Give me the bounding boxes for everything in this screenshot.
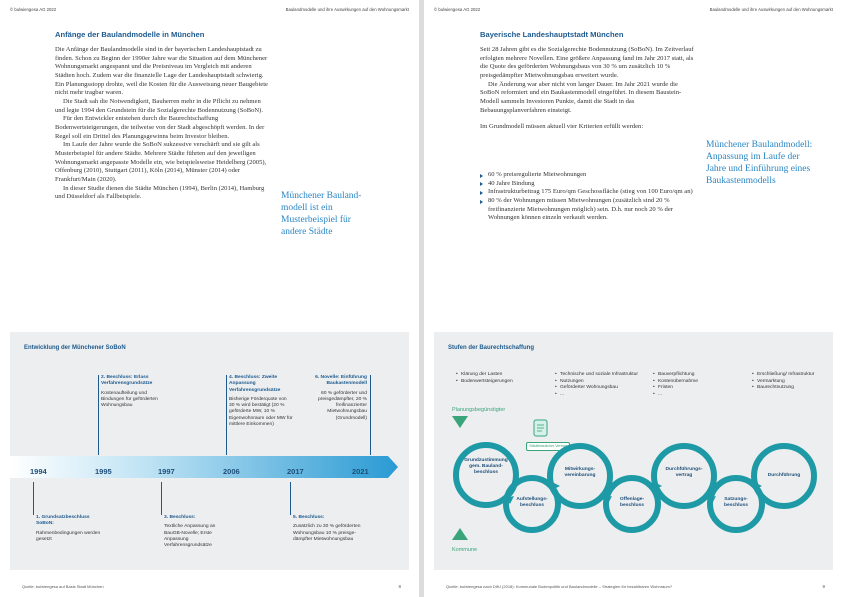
timeline-event	[101, 375, 163, 409]
source-note: Quelle: bulwiengesa auf Basis Stadt München	[22, 584, 104, 589]
stages-box	[434, 332, 833, 570]
box-title: Stufen der Baurechtschaffung	[448, 345, 535, 351]
event-title: 2. Beschluss: Erlass Verfahrensgrundsätze	[101, 375, 153, 387]
paragraph: Für den Entwickler entstehen durch die Baurechtschaffung Bodenwertsteigerungen, die teilweise von der Stadt abgeschöpft werden. In der Regel soll ein Drittel des Planungsgewinns beim Investor bleiben.	[55, 115, 265, 140]
year-label: 2017	[287, 467, 304, 476]
page-number: 8	[398, 584, 401, 589]
source-note: Quelle: bulwiengesa nach DIfU (2018): Kommunale Bodenpolitik und Baulandmodelle – Strategien für bezahlbaren Wohnraum?	[446, 584, 673, 589]
process-step: Durchführung	[767, 473, 801, 478]
list-item: • Fristen	[653, 385, 733, 392]
connector-line	[290, 482, 291, 515]
paragraph: Die Änderung war aber nicht von langer Dauer. Im Jahr 2021 wurde die SoBoN reformiert und ein Baukastenmodell eingeführt. In diesem Baustein-Modell sammeln Investoren Punkte, damit die Stadt in das Bebauungsplanverfahren einsteigt.	[480, 80, 682, 114]
process-step: Grundzustimmung gem. Baulandbeschluss	[464, 458, 508, 476]
list-item: • Bodenwertsteigerungen	[456, 379, 546, 386]
section-heading: Anfänge der Baulandmodelle in München	[55, 30, 205, 39]
stage-list	[456, 372, 546, 385]
event-title: 3. Beschluss:	[164, 515, 196, 520]
year-label: 1995	[95, 467, 112, 476]
process-step: Mitwirkungsvereinbarung	[564, 467, 596, 479]
section-heading: Bayerische Landeshauptstadt München	[480, 30, 624, 39]
event-title: 6. Novelle: Einführung Baukastenmodell	[315, 375, 367, 387]
criteria-list	[480, 171, 698, 223]
list-item: • Geförderter Wohnungsbau	[555, 385, 643, 392]
contract-label: Städtebaulicher Vertrag	[526, 442, 570, 451]
timeline-event	[303, 375, 367, 422]
pull-quote: Münchener Baulandmodell ist ein Musterbeispiel für andere Städte	[281, 191, 362, 237]
process-step: Offenlagebeschluss	[619, 497, 645, 509]
paragraph: Seit 28 Jahren gibt es die Sozialgerechte Bodennutzung (SoBoN). Im Zeitverlauf erfolgten mehrere Novellen. Eine größere Anpassung fand im Jahr 2017 statt, als die Quote des geförderten Wohnungsbaus von 30 % um zusätzlich 10 % preisgedämpfter Mietwohnungsbau erweitert wurde.	[480, 46, 694, 79]
process-step: Durchführungsvertrag	[665, 467, 703, 479]
year-label: 2021	[352, 467, 369, 476]
running-header: Baulandmodelle und ihre Auswirkungen auf den Wohnungsmarkt	[709, 7, 833, 12]
down-triangle-icon	[452, 416, 470, 430]
year-label: 1994	[30, 467, 47, 476]
running-header: Baulandmodelle und ihre Auswirkungen auf den Wohnungsmarkt	[285, 7, 409, 12]
connector-line	[98, 375, 99, 455]
timeline-event	[36, 515, 104, 543]
event-title: 4. Beschluss: Zweite Anpassung Verfahrensgrundsätze	[229, 375, 281, 393]
list-item: • Klärung der Lasten	[456, 372, 546, 379]
process-step: Satzungsbeschluss	[724, 497, 748, 509]
year-label: 2006	[223, 467, 240, 476]
timeline-box	[10, 332, 409, 570]
event-title: 1. Grundsatzbeschluss SoBoN:	[36, 515, 90, 527]
body-text	[55, 46, 270, 202]
list-item: • Technische und soziale Infrastruktur	[555, 372, 643, 379]
page-number: 9	[822, 584, 825, 589]
stage-list	[653, 372, 733, 398]
page-left	[0, 0, 419, 597]
timeline-arrow	[10, 452, 409, 482]
list-item: • Nutzungen	[555, 379, 643, 386]
connector-line	[226, 375, 227, 455]
process-chain	[434, 432, 833, 542]
paragraph: Die Stadt sah die Notwendigkeit, Bauherren mehr in die Pflicht zu nehmen und legte 1994 den Grundstein für die Sozialgerechte Bodennutzung (SoBoN).	[55, 97, 264, 114]
stage-list	[752, 372, 822, 392]
list-item: • ...	[555, 392, 643, 399]
body-text	[480, 46, 698, 132]
municipality-label: Kommune	[452, 547, 478, 553]
connector-line	[33, 482, 34, 515]
paragraph: Die Anfänge der Baulandmodelle sind in der bayerischen Landeshauptstadt zu finden. Schon zu Beginn der 1990er Jahre war die Situation auf dem Münchener Wohnungsmarkt angespannt und die Preisniveau im Vergleich mit anderen Städten hoch. Zudem war die finanzielle Lage der Landeshauptstadt schwierig. Ein Planungsstopp drohte, weil die Kosten für die Ausweisung neuer Baugebiete nicht mehr tragbar waren.	[55, 46, 268, 97]
event-text: Kostenaufteilung und Bindungen für geförderten Wohnungsbau	[101, 390, 158, 409]
year-label: 1997	[158, 467, 175, 476]
list-item: 80 % der Wohnungen müssen Mietwohnungen (zusätzlich sind 20 % freifinanzierte Mietwohnungen möglich) sein. D.h. nur noch 20 % der Wohnungen können einzeln verkauft werden.	[480, 197, 698, 223]
paragraph: In dieser Studie dienen die Städte München (1994), Berlin (2014), Hamburg und Düsseldorf als Fallbeispiele.	[55, 184, 265, 201]
list-item: • Bauverpflichtung	[653, 372, 733, 379]
copyright-header: © bulwiengesa AG 2022	[10, 7, 57, 12]
timeline-event	[293, 515, 363, 543]
box-title: Entwicklung der Münchener SoBoN	[24, 345, 126, 351]
list-item: • Vermarktung	[752, 379, 822, 386]
criteria-intro: Im Grundmodell müssen aktuell vier Kriterien erfüllt werden:	[480, 123, 644, 131]
planning-beneficiary-label: Planungsbegünstigter	[452, 407, 506, 413]
process-step: Aufstellungsbeschluss	[516, 497, 548, 509]
event-text: Textliche Anpassung an BauGB-Novelle; Erste Anpassung Verfahrensgrundsätze	[164, 524, 216, 549]
event-text: Bisherige Förderquote von 30 % wird bestätigt (20 % geförderte MW, 10 % Eigenwohnraum oder MW für mittlere Einkommen)	[229, 396, 293, 428]
event-text: Zusätzlich zu 30 % geförderten Wohnungsbau 10 % preisgedämpfter Mietwohnungsbau	[293, 524, 361, 542]
list-item: 40 Jahre Bindung	[480, 180, 698, 189]
timeline-event	[164, 515, 226, 549]
copyright-header: © bulwiengesa AG 2022	[434, 7, 481, 12]
event-text: 60 % geförderter und preisgedämpfter, 20 % freifinanzierter Mietwohnungsbau (Grundmodell)	[318, 390, 367, 421]
list-item: • Kostenübernahme	[653, 379, 733, 386]
pull-quote: Münchener Baulandmodell: Anpassung im Laufe der Jahre und Einführung eines Baukastenmodells	[706, 140, 813, 186]
connector-line	[161, 482, 162, 515]
list-item: • Baurechtnutzung	[752, 385, 822, 392]
connector-line	[370, 375, 371, 455]
page-right	[424, 0, 843, 597]
list-item: 60 % preisregulierte Mietwohnungen	[480, 171, 698, 180]
timeline-event	[229, 375, 293, 428]
list-item: Infrastrukturbeitrag 175 Euro/qm Geschossfläche (stieg von 100 Euro/qm an)	[480, 188, 698, 197]
event-text: Rahmenbedingungen werden gesetzt	[36, 530, 101, 542]
stage-list	[555, 372, 643, 398]
list-item: • Erschließung/ Infrastruktur	[752, 372, 822, 379]
paragraph: Im Laufe der Jahre wurde die SoBoN sukzessive verschärft und sie gilt als Musterbeispiel für andere Städte. Mehrere Städte führten auf den jeweiligen Wohnungsmarkt angepasste Modelle ein, wie beispielsweise Heidelberg (2005), Offenburg (2010), Stuttgart (2011), Köln (2014), Münster (2014) oder Frankfurt/Main (2020).	[55, 141, 267, 183]
list-item: • ...	[653, 392, 733, 399]
event-title: 5. Beschluss:	[293, 515, 325, 520]
